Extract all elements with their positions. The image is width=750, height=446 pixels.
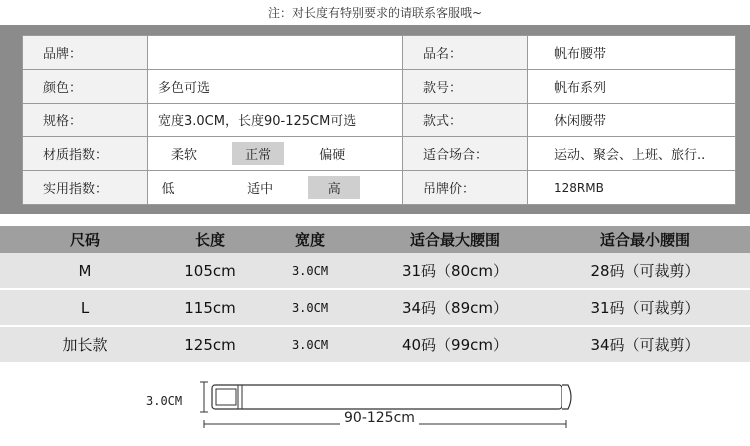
notice-text: 注：对长度有特别要求的请联系客服哦~ [267,6,483,20]
brand-value [148,36,403,70]
model-label: 款号： [403,69,528,103]
row-width: 3.0CM [291,337,329,352]
material-option-normal: 正常 [232,142,284,165]
material-option-soft: 柔软 [170,148,197,164]
name-label: 品名： [403,36,528,70]
row-length: 105cm [184,261,236,280]
header-max-waist: 适合最大腰围 [409,231,500,249]
occasion-value: 运动、聚会、上班、旅行.. [528,137,736,171]
row-length: 115cm [184,298,236,317]
row-length: 125cm [184,335,236,354]
usage-option-high: 高 [308,176,360,199]
belt-length-label: 90-125cm [340,410,419,426]
row-min-waist: 31码（可裁剪） [590,299,700,317]
size-table [0,226,750,362]
usage-label: 实用指数： [23,171,148,205]
color-label: 颜色： [23,69,148,103]
brand-label: 品牌： [23,36,148,70]
row-width: 3.0CM [291,300,329,315]
row-size: M [78,261,92,280]
table-row [0,290,750,325]
belt-drawing [0,370,750,446]
style-label: 款式： [403,103,528,137]
row-max-waist: 31码（80cm） [401,262,509,280]
spec-row-usage [23,171,736,205]
header-size: 尺码 [69,231,100,249]
belt-width-label: 3.0CM [146,394,183,408]
spec-row-color [23,69,736,103]
row-size: L [80,298,90,317]
spec-row-size [23,103,736,137]
size-value: 宽度3.0CM，长度90-125CM可选 [148,103,403,137]
table-row [0,253,750,288]
color-value: 多色可选 [148,69,403,103]
header-width: 宽度 [294,231,325,249]
name-value: 帆布腰带 [528,36,736,70]
row-width: 3.0CM [291,263,329,278]
price-label: 吊牌价： [403,171,528,205]
row-size: 加长款 [62,336,108,354]
row-max-waist: 34码（89cm） [401,299,509,317]
spec-row-brand [23,36,736,70]
usage-option-medium: 适中 [247,182,274,198]
belt-diagram [0,370,750,446]
row-min-waist: 28码（可裁剪） [590,262,700,280]
material-options [148,137,403,171]
style-value: 休闲腰带 [528,103,736,137]
usage-option-low: 低 [161,182,175,198]
usage-options [148,171,403,205]
row-max-waist: 40码（99cm） [401,336,509,354]
header-min-waist: 适合最小腰围 [599,231,690,249]
table-row [0,327,750,362]
size-table-header [0,226,750,253]
occasion-label: 适合场合： [403,137,528,171]
model-value: 帆布系列 [528,69,736,103]
spec-table [22,35,736,205]
row-min-waist: 34码（可裁剪） [590,336,700,354]
price-value: 128RMB [528,171,736,205]
size-label: 规格： [23,103,148,137]
material-option-hard: 偏硬 [319,148,346,164]
spec-row-material [23,137,736,171]
header-length: 长度 [194,231,225,249]
spec-panel [0,25,750,214]
material-label: 材质指数： [23,137,148,171]
